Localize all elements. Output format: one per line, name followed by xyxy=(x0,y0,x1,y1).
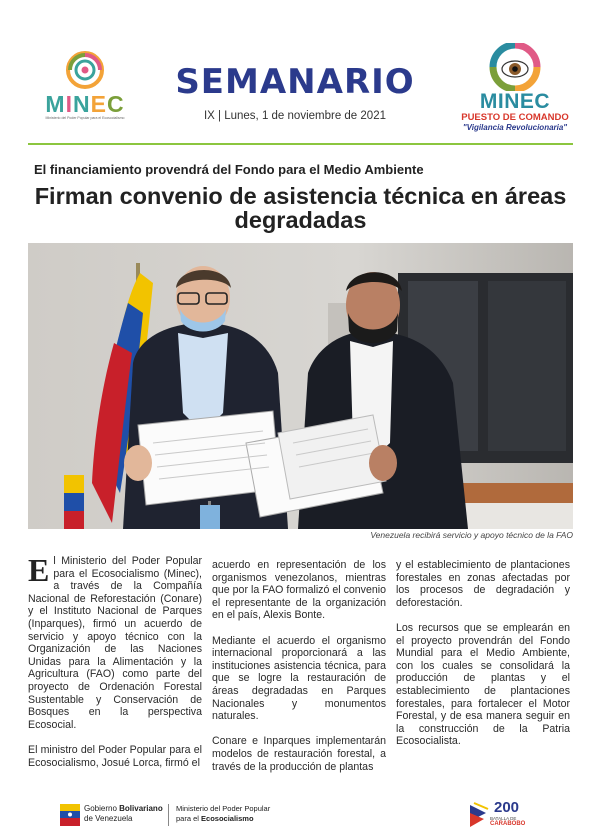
puesto-line2: "Vigilancia Revolucionaria" xyxy=(462,123,568,132)
minec-wordmark: MINEC xyxy=(45,91,125,117)
venezuela-gov-emblem-icon xyxy=(60,804,80,826)
issue-date: IX | Lunes, 1 de noviembre de 2021 xyxy=(203,110,386,122)
masthead xyxy=(150,62,440,122)
puesto-line1: PUESTO DE COMANDO xyxy=(461,112,569,123)
puesto-de-comando-logo xyxy=(450,43,580,138)
article-photo xyxy=(28,243,573,529)
drop-cap: E xyxy=(28,552,50,588)
bicentenario-place: CARABOBO xyxy=(490,821,526,827)
minec-logo-left xyxy=(30,50,140,130)
minec-swirl-icon xyxy=(63,50,107,90)
paragraph: Conare e Inparques implementarán modelos de restauración forestal, a través de la producción de plantas xyxy=(212,735,386,773)
minec-tagline: Ministerio del Poder Popular para el Ecosocialismo xyxy=(45,116,125,120)
bicentenario-sub: BATALLA DE xyxy=(490,816,517,821)
paragraph: acuerdo en representación de los organismos venezolanos, mientras que por la FAO formalizó el convenio el representante de la organización en el país, Alexis Bonte. xyxy=(212,559,386,622)
paragraph: Los recursos que se emplearán en el proyecto provendrán del Fondo Mundial para el Medio Ambiente, con los cuales se consolidará la producción de plantas y el establecimiento de plantaciones forestales, para fortalecer el Motor Forestal, y de esa manera seguir en la construcción de la Patria Ecosocialista. xyxy=(396,621,570,748)
footer-divider xyxy=(168,804,169,826)
article-kicker: El financiamiento provendrá del Fondo para el Medio Ambiente xyxy=(34,162,424,177)
footer xyxy=(0,796,603,840)
eye-emblem-icon xyxy=(485,43,545,91)
article-column-1 xyxy=(28,552,202,782)
paragraph: y el establecimiento de plantaciones forestales en zonas afectadas por los procesos de degradación y deforestación. xyxy=(396,559,570,609)
photo-caption: Venezuela recibirá servicio y apoyo técnico de la FAO xyxy=(370,530,573,540)
paragraph: El ministro del Poder Popular para el Ecosocialismo, Josué Lorca, firmó el xyxy=(28,743,202,769)
paragraph: Mediante el acuerdo el organismo internacional proporcionará a las instituciones asistencia técnica, para que se logre la restauración de áreas degradadas en Parques Nacionales y monumentos naturales. xyxy=(212,634,386,723)
puesto-brand: MINEC xyxy=(479,90,551,113)
masthead-title: SEMANARIO xyxy=(175,62,415,102)
bicentenario-stripes-icon xyxy=(468,801,490,831)
gobierno-bolivariano-label: Gobierno Bolivariano de Venezuela xyxy=(84,804,163,823)
article-column-2 xyxy=(212,559,386,786)
article-column-3 xyxy=(396,559,570,761)
paragraph: El Ministerio del Poder Popular para el Ecosocialismo (Minec), a través de la Compañía Nacional de Reforestación (Conare) y el Instituto Nacional de Parques (Inparques), firmó un acuerdo de servicio y apoyo técnico con la Organización de las Naciones Unidas para la Alimentación y la Agricultura (FAO) como parte del proyecto de Ordenación Forestal Sustentable y Conservación de Bosques en la perspectiva Ecosocial. xyxy=(28,552,202,731)
article-headline: Firman convenio de asistencia técnica en áreas degradadas xyxy=(34,183,567,233)
bicentenario-logo xyxy=(468,799,538,831)
signing-photo-illustration xyxy=(28,243,573,529)
ministerio-label: Ministerio del Poder Popular para el Ecosocialismo xyxy=(176,804,271,823)
header-divider xyxy=(28,143,573,145)
bicentenario-number: 200 xyxy=(494,799,520,816)
